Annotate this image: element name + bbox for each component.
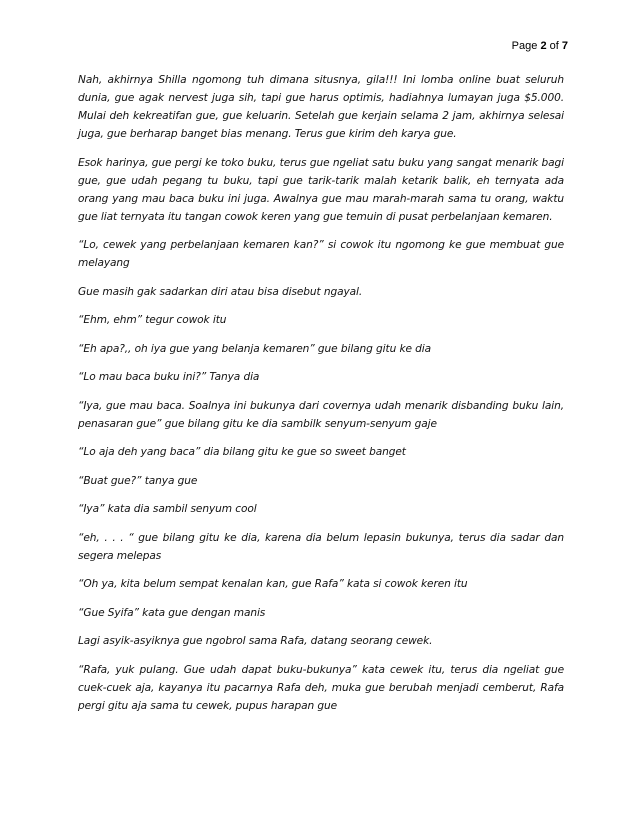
paragraph: “Lo mau baca buku ini?” Tanya dia: [78, 371, 260, 383]
paragraph: “Lo aja deh yang baca” dia bilang gitu ke gue so sweet banget: [78, 446, 406, 458]
paragraph: Esok harinya, gue pergi ke toko buku, terus gue ngeliat satu buku yang sangat menarik bagi gue, gue udah pegang tu buku, tapi gue tarik-tarik malah ketarik balik, eh ternyata ada orang yang mau baca buku ini juga. Awalnya gue mau marah-marah sama tu orang, waktu gue liat ternyata itu tangan cowok keren yang gue temuin di pusat perbelanjaan kemaren.: [78, 156, 564, 223]
paragraph: Lagi asyik-asyiknya gue ngobrol sama Rafa, datang seorang cewek.: [78, 635, 433, 647]
paragraph: “Iya, gue mau baca. Soalnya ini bukunya dari covernya udah menarik disbanding buku lain, penasaran gue” gue bilang gitu ke dia sambilk senyum-senyum gaje: [78, 399, 564, 430]
page-label: Page: [511, 40, 538, 52]
paragraph: “eh, . . . “ gue bilang gitu ke dia, karena dia belum lepasin bukunya, terus dia sadar dan segera melepas: [78, 531, 564, 562]
current-page-number: 2: [540, 40, 547, 52]
paragraph: “Eh apa?,, oh iya gue yang belanja kemaren” gue bilang gitu ke dia: [78, 342, 432, 355]
paragraph: “Iya” kata dia sambil senyum cool: [78, 503, 257, 515]
paragraph: “Rafa, yuk pulang. Gue udah dapat buku-bukunya” kata cewek itu, terus dia ngeliat gue cuek-cuek aja, kayanya itu pacarnya Rafa deh, muka gue berubah menjadi cemberut, Rafa pergi gitu aja sama tu cewek, pupus harapan gue: [78, 663, 564, 712]
story-body: [78, 71, 564, 725]
paragraph: “Ehm, ehm” tegur cowok itu: [78, 314, 227, 326]
page-of-label: of: [549, 40, 559, 52]
total-pages-number: 7: [561, 40, 568, 52]
paragraph: “Buat gue?” tanya gue: [78, 474, 198, 487]
paragraph: Nah, akhirnya Shilla ngomong tuh dimana situsnya, gila!!! Ini lomba online buat seluruh dunia, gue agak nervest juga sih, tapi gue harus optimis, hadiahnya lumayan juga $5.000. Mulai deh kekreatifan gue, gue keluarin. Setelah gue kerjain selama 2 jam, akhirnya selesai juga, gue berharap banget bias menang. Terus gue kirim deh karya gue.: [78, 74, 564, 140]
paragraph: Gue masih gak sadarkan diri atau bisa disebut ngayal.: [78, 285, 363, 298]
page-number: [512, 40, 568, 52]
paragraph: “Oh ya, kita belum sempat kenalan kan, gue Rafa” kata si cowok keren itu: [78, 578, 468, 590]
paragraph: “Gue Syifa” kata gue dengan manis: [78, 606, 266, 619]
paragraph: “Lo, cewek yang perbelanjaan kemaren kan?” si cowok itu ngomong ke gue membuat gue melayang: [78, 239, 564, 269]
